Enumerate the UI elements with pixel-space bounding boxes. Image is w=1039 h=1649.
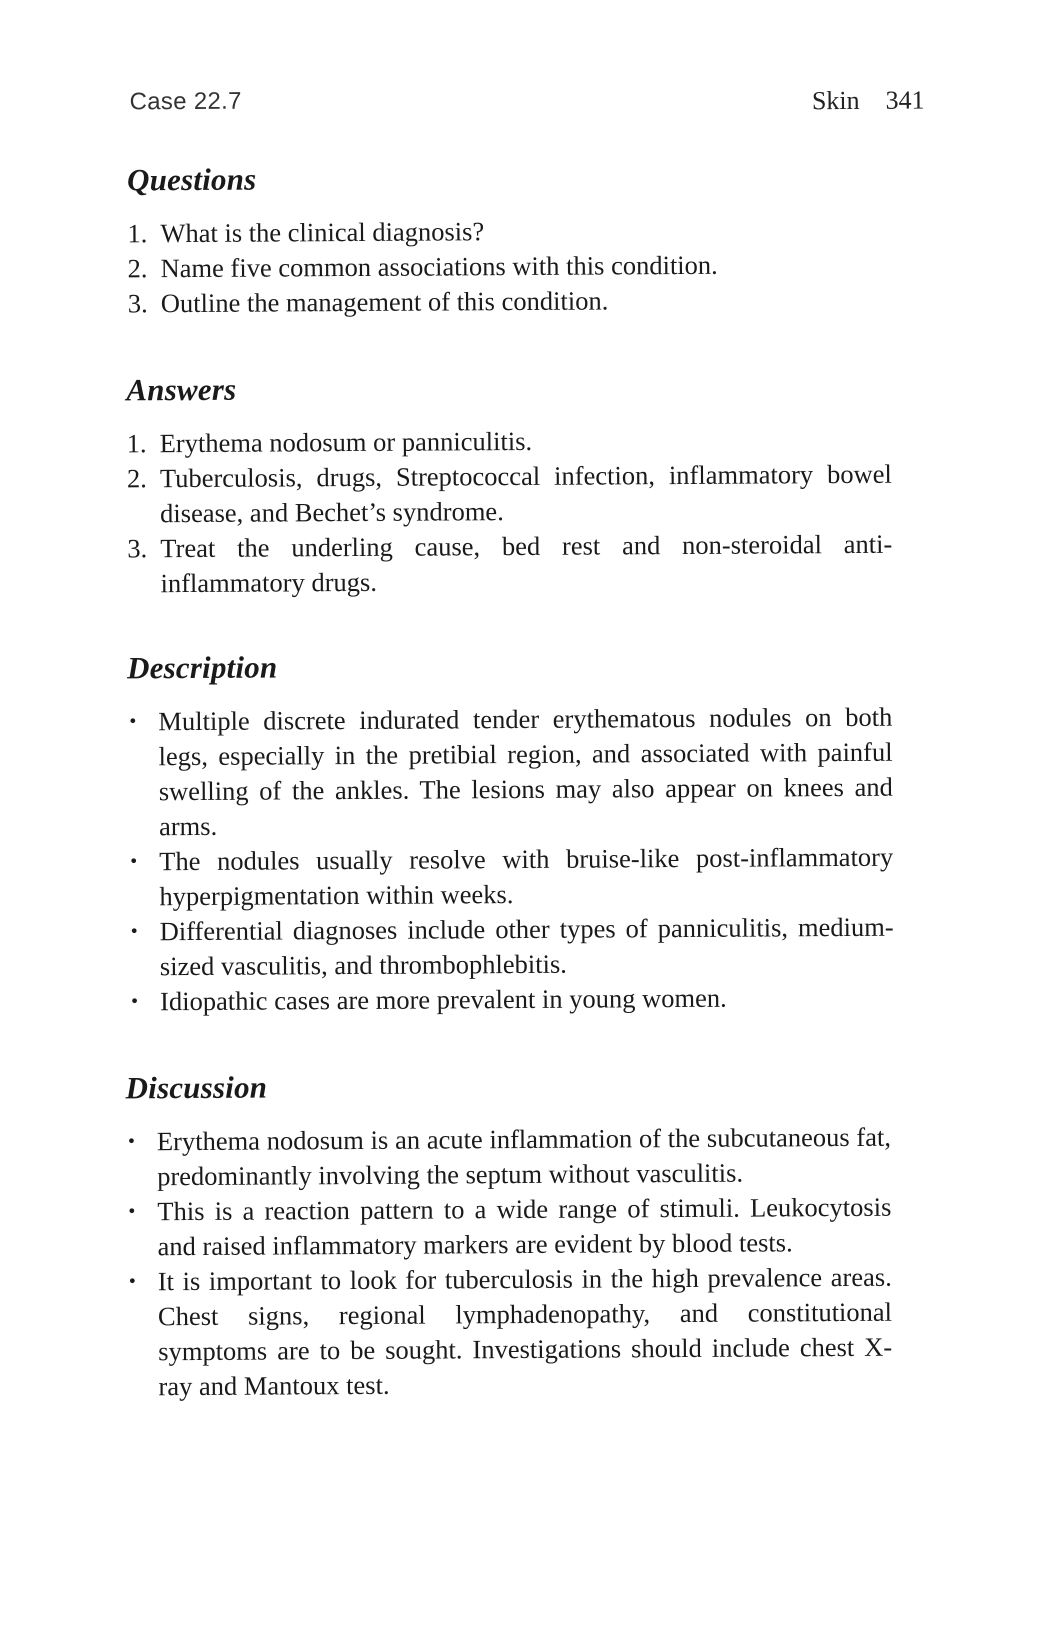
description-item	[128, 840, 893, 915]
bullet-icon: •	[128, 1270, 136, 1293]
bullet-icon: •	[128, 1200, 136, 1223]
answer-item	[127, 422, 892, 462]
description-item	[129, 980, 894, 1020]
description-item	[127, 700, 893, 845]
discussion-item	[126, 1190, 891, 1265]
bullet-icon: •	[130, 850, 138, 873]
discussion-text: This is a reaction pattern to a wide range of stimuli. Leukocytosis and raised inflammatory markers are evident by blood tests.	[157, 1191, 892, 1262]
question-number: 3.	[127, 288, 148, 319]
question-text: Name five common associations with this condition.	[160, 249, 718, 284]
discussion-item	[126, 1120, 891, 1195]
questions-heading: Questions	[126, 161, 257, 198]
answer-text: Erythema nodosum or panniculitis.	[159, 425, 533, 459]
questions-section	[127, 158, 893, 322]
bullet-icon: •	[129, 710, 137, 733]
question-item	[127, 212, 892, 252]
description-list	[127, 700, 894, 1020]
question-item	[128, 247, 893, 287]
description-section	[127, 646, 894, 1020]
answers-heading: Answers	[126, 371, 237, 408]
description-item	[129, 910, 894, 985]
discussion-heading: Discussion	[125, 1069, 268, 1106]
description-text: Idiopathic cases are more prevalent in young women.	[159, 982, 727, 1017]
answer-text: Tuberculosis, drugs, Streptococcal infection, inflammatory bowel disease, and Bechet’s syndrome.	[159, 458, 892, 529]
question-number: 2.	[127, 253, 148, 284]
discussion-section	[126, 1066, 893, 1405]
description-heading: Description	[126, 649, 278, 686]
page-number: 341	[885, 85, 925, 115]
discussion-list	[126, 1120, 893, 1405]
running-head	[812, 86, 925, 117]
answer-item	[127, 457, 892, 532]
answer-item	[127, 527, 892, 602]
answer-text: Treat the underling cause, bed rest and non-steroidal anti-inflammatory drugs.	[160, 528, 893, 599]
discussion-text: Erythema nodosum is an acute inflammation of the subcutaneous fat, predominantly involving the septum without vasculitis.	[156, 1121, 892, 1192]
bullet-icon: •	[130, 920, 138, 943]
description-text: Differential diagnoses include other types of panniculitis, medium-sized vasculitis, and thrombophlebitis.	[159, 911, 894, 982]
discussion-item	[127, 1260, 893, 1405]
chapter-title: Skin	[811, 85, 860, 116]
bullet-icon: •	[131, 990, 139, 1013]
question-text: Outline the management of this condition.	[160, 285, 609, 319]
answer-number: 3.	[127, 533, 148, 564]
question-item	[128, 282, 893, 322]
answer-number: 1.	[126, 428, 147, 459]
question-text: What is the clinical diagnosis?	[160, 216, 485, 249]
discussion-text: It is important to look for tuberculosis in the high prevalence areas. Chest signs, regional lymphadenopathy, and constitutional symptoms are to be sought. Investigations should include chest X-ray and Mantoux test.	[157, 1261, 893, 1402]
description-text: Multiple discrete indurated tender erythematous nodules on both legs, especially in the pretibial region, and associated with painful swelling of the ankles. The lesions may also appear on knees and arms.	[158, 701, 893, 842]
question-number: 1.	[127, 218, 148, 249]
case-label: Case 22.7	[129, 87, 242, 116]
bullet-icon: •	[127, 1130, 136, 1153]
answers-section	[126, 368, 892, 602]
questions-list	[127, 212, 893, 322]
answer-number: 2.	[126, 463, 147, 494]
answers-list	[127, 422, 893, 602]
description-text: The nodules usually resolve with bruise-like post-inflammatory hyperpigmentation within weeks.	[159, 841, 894, 912]
